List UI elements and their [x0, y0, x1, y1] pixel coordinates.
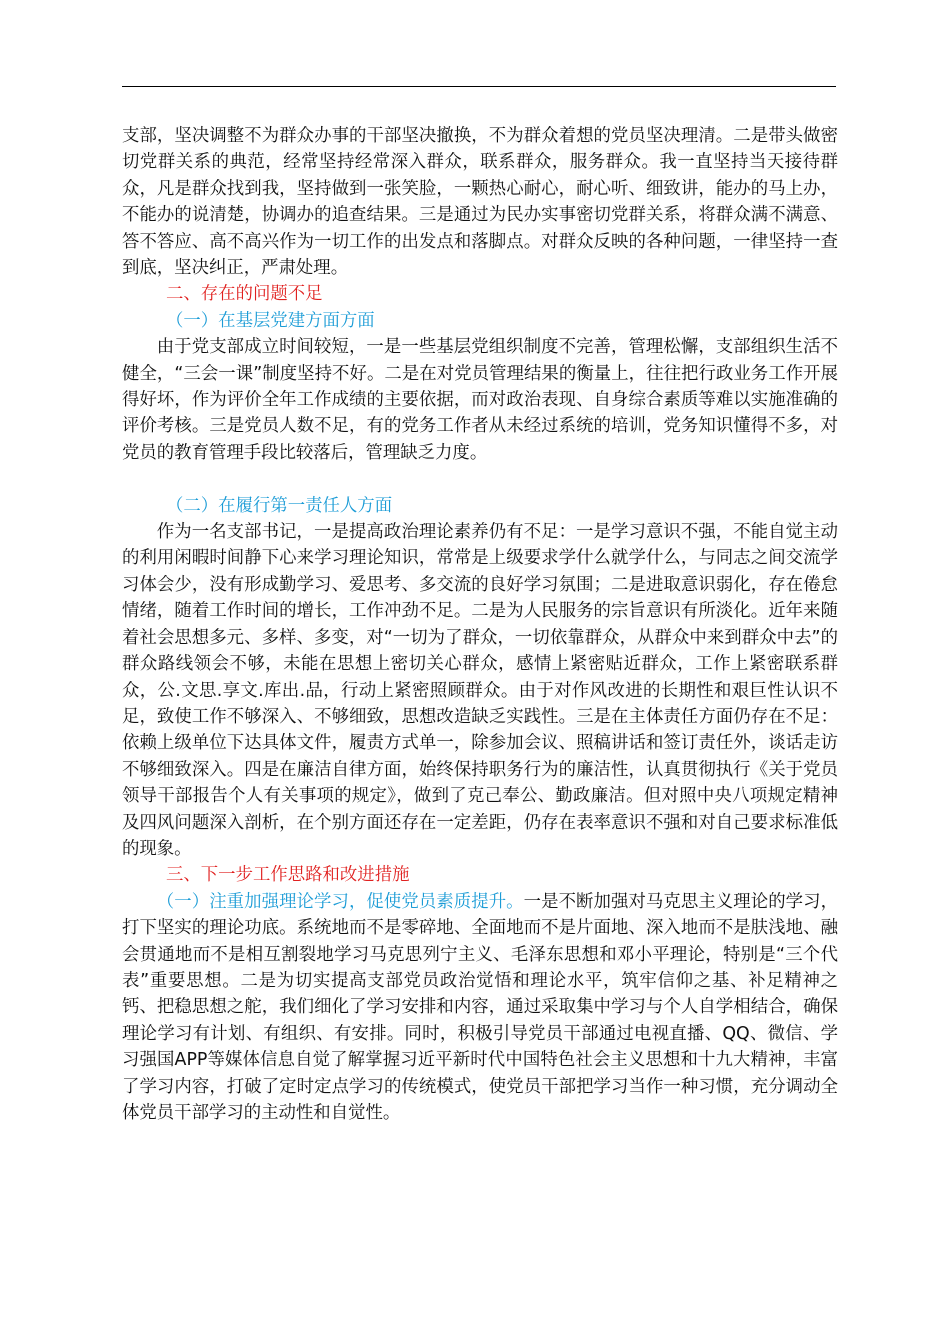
section-heading-2: 二、存在的问题不足	[166, 284, 323, 305]
paragraph-2-2: 作为一名支部书记，一是提高政治理论素养仍有不足：一是学习意识不强，不能自觉主动的利用闲暇时间静下心来学习理论知识，常常是上级要求学什么就学什么，与同志之间交流学习体会少，没有形成勤学习、爱思考、多交流的良好学习氛围；二是进取意识弱化，存在倦怠情绪，随着工作时间的增长，工作冲劲不足。二是为人民服务的宗旨意识有所淡化。近年来随着社会思想多元、多样、多变，对“一切为了群众，一切依靠群众，从群众中来到群众中去”的群众路线领会不够，未能在思想上密切关心群众，感情上紧密贴近群众，工作上紧密联系群众，公.文思.享文.库出.品，行动上紧密照顾群众。由于对作风改进的长期性和艰巨性认识不足，致使工作不够深入、不够细致，思想改造缺乏实践性。三是在主体责任方面仍存在不足：依赖上级单位下达具体文件，履责方式单一，除参加会议、照稿讲话和签订责任外，谈话走访不够细致深入。四是在廉洁自律方面，始终保持职务行为的廉洁性，认真贯彻执行《关于党员领导干部报告个人有关事项的规定》，做到了克己奉公、勤政廉洁。但对照中央八项规定精神及四风问题深入剖析，在个别方面还存在一定差距，仍存在表率意识不强和对自己要求标准低的现象。	[122, 522, 838, 859]
subheading-2-1: （一）在基层党建方面方面	[166, 310, 375, 331]
subheading-3-1: （一）注重加强理论学习，促使党员素质提升。	[156, 891, 524, 912]
document-body	[122, 123, 838, 1126]
paragraph-3-1-text: 一是不断加强对马克思主义理论的学习，打下坚实的理论功底。系统地而不是零碎地、全面地而不是片面地、深入地而不是肤浅地、融会贯通地而不是相互割裂地学习马克思列宁主义、毛泽东思想和邓小平理论，特别是“三个代表”重要思想。二是为切实提高支部党员政治觉悟和理论水平，筑牢信仰之基、补足精神之钙、把稳思想之舵，我们细化了学习安排和内容，通过采取集中学习与个人自学相结合，确保理论学习有计划、有组织、有安排。同时，积极引导党员干部通过电视直播、QQ、微信、学习强国APP等媒体信息自觉了解掌握习近平新时代中国特色社会主义思想和十九大精神，丰富了学习内容，打破了定时定点学习的传统模式，使党员干部把学习当作一种习惯，充分调动全体党员干部学习的主动性和自觉性。	[122, 891, 838, 1124]
paragraph-3-1	[122, 889, 838, 1127]
subheading-2-2: （二）在履行第一责任人方面	[166, 495, 393, 516]
section-heading-3: 三、下一步工作思路和改进措施	[166, 865, 410, 886]
paragraph-2-1: 由于党支部成立时间较短，一是一些基层党组织制度不完善，管理松懈，支部组织生活不健全，“三会一课”制度坚持不好。二是在对党员管理结果的衡量上，往往把行政业务工作开展得好坏，作为评价全年工作成绩的主要依据，而对政治表现、自身综合素质等难以实施准确的评价考核。三是党员人数不足，有的党务工作者从未经过系统的培训，党务知识懂得不多，对党员的教育管理手段比较落后，管理缺乏力度。	[122, 337, 838, 463]
blank-line	[122, 466, 838, 492]
paragraph-intro: 支部，坚决调整不为群众办事的干部坚决撤换，不为群众着想的党员坚决理清。二是带头做密切党群关系的典范，经常坚持经常深入群众，联系群众，服务群众。我一直坚持当天接待群众，凡是群众找到我，坚持做到一张笑脸，一颗热心耐心，耐心听、细致讲，能办的马上办，不能办的说清楚，协调办的追查结果。三是通过为民办实事密切党群关系，将群众满不满意、答不答应、高不高兴作为一切工作的出发点和落脚点。对群众反映的各种问题，一律坚持一查到底，坚决纠正，严肃处理。	[122, 126, 838, 279]
header-rule	[122, 86, 836, 87]
